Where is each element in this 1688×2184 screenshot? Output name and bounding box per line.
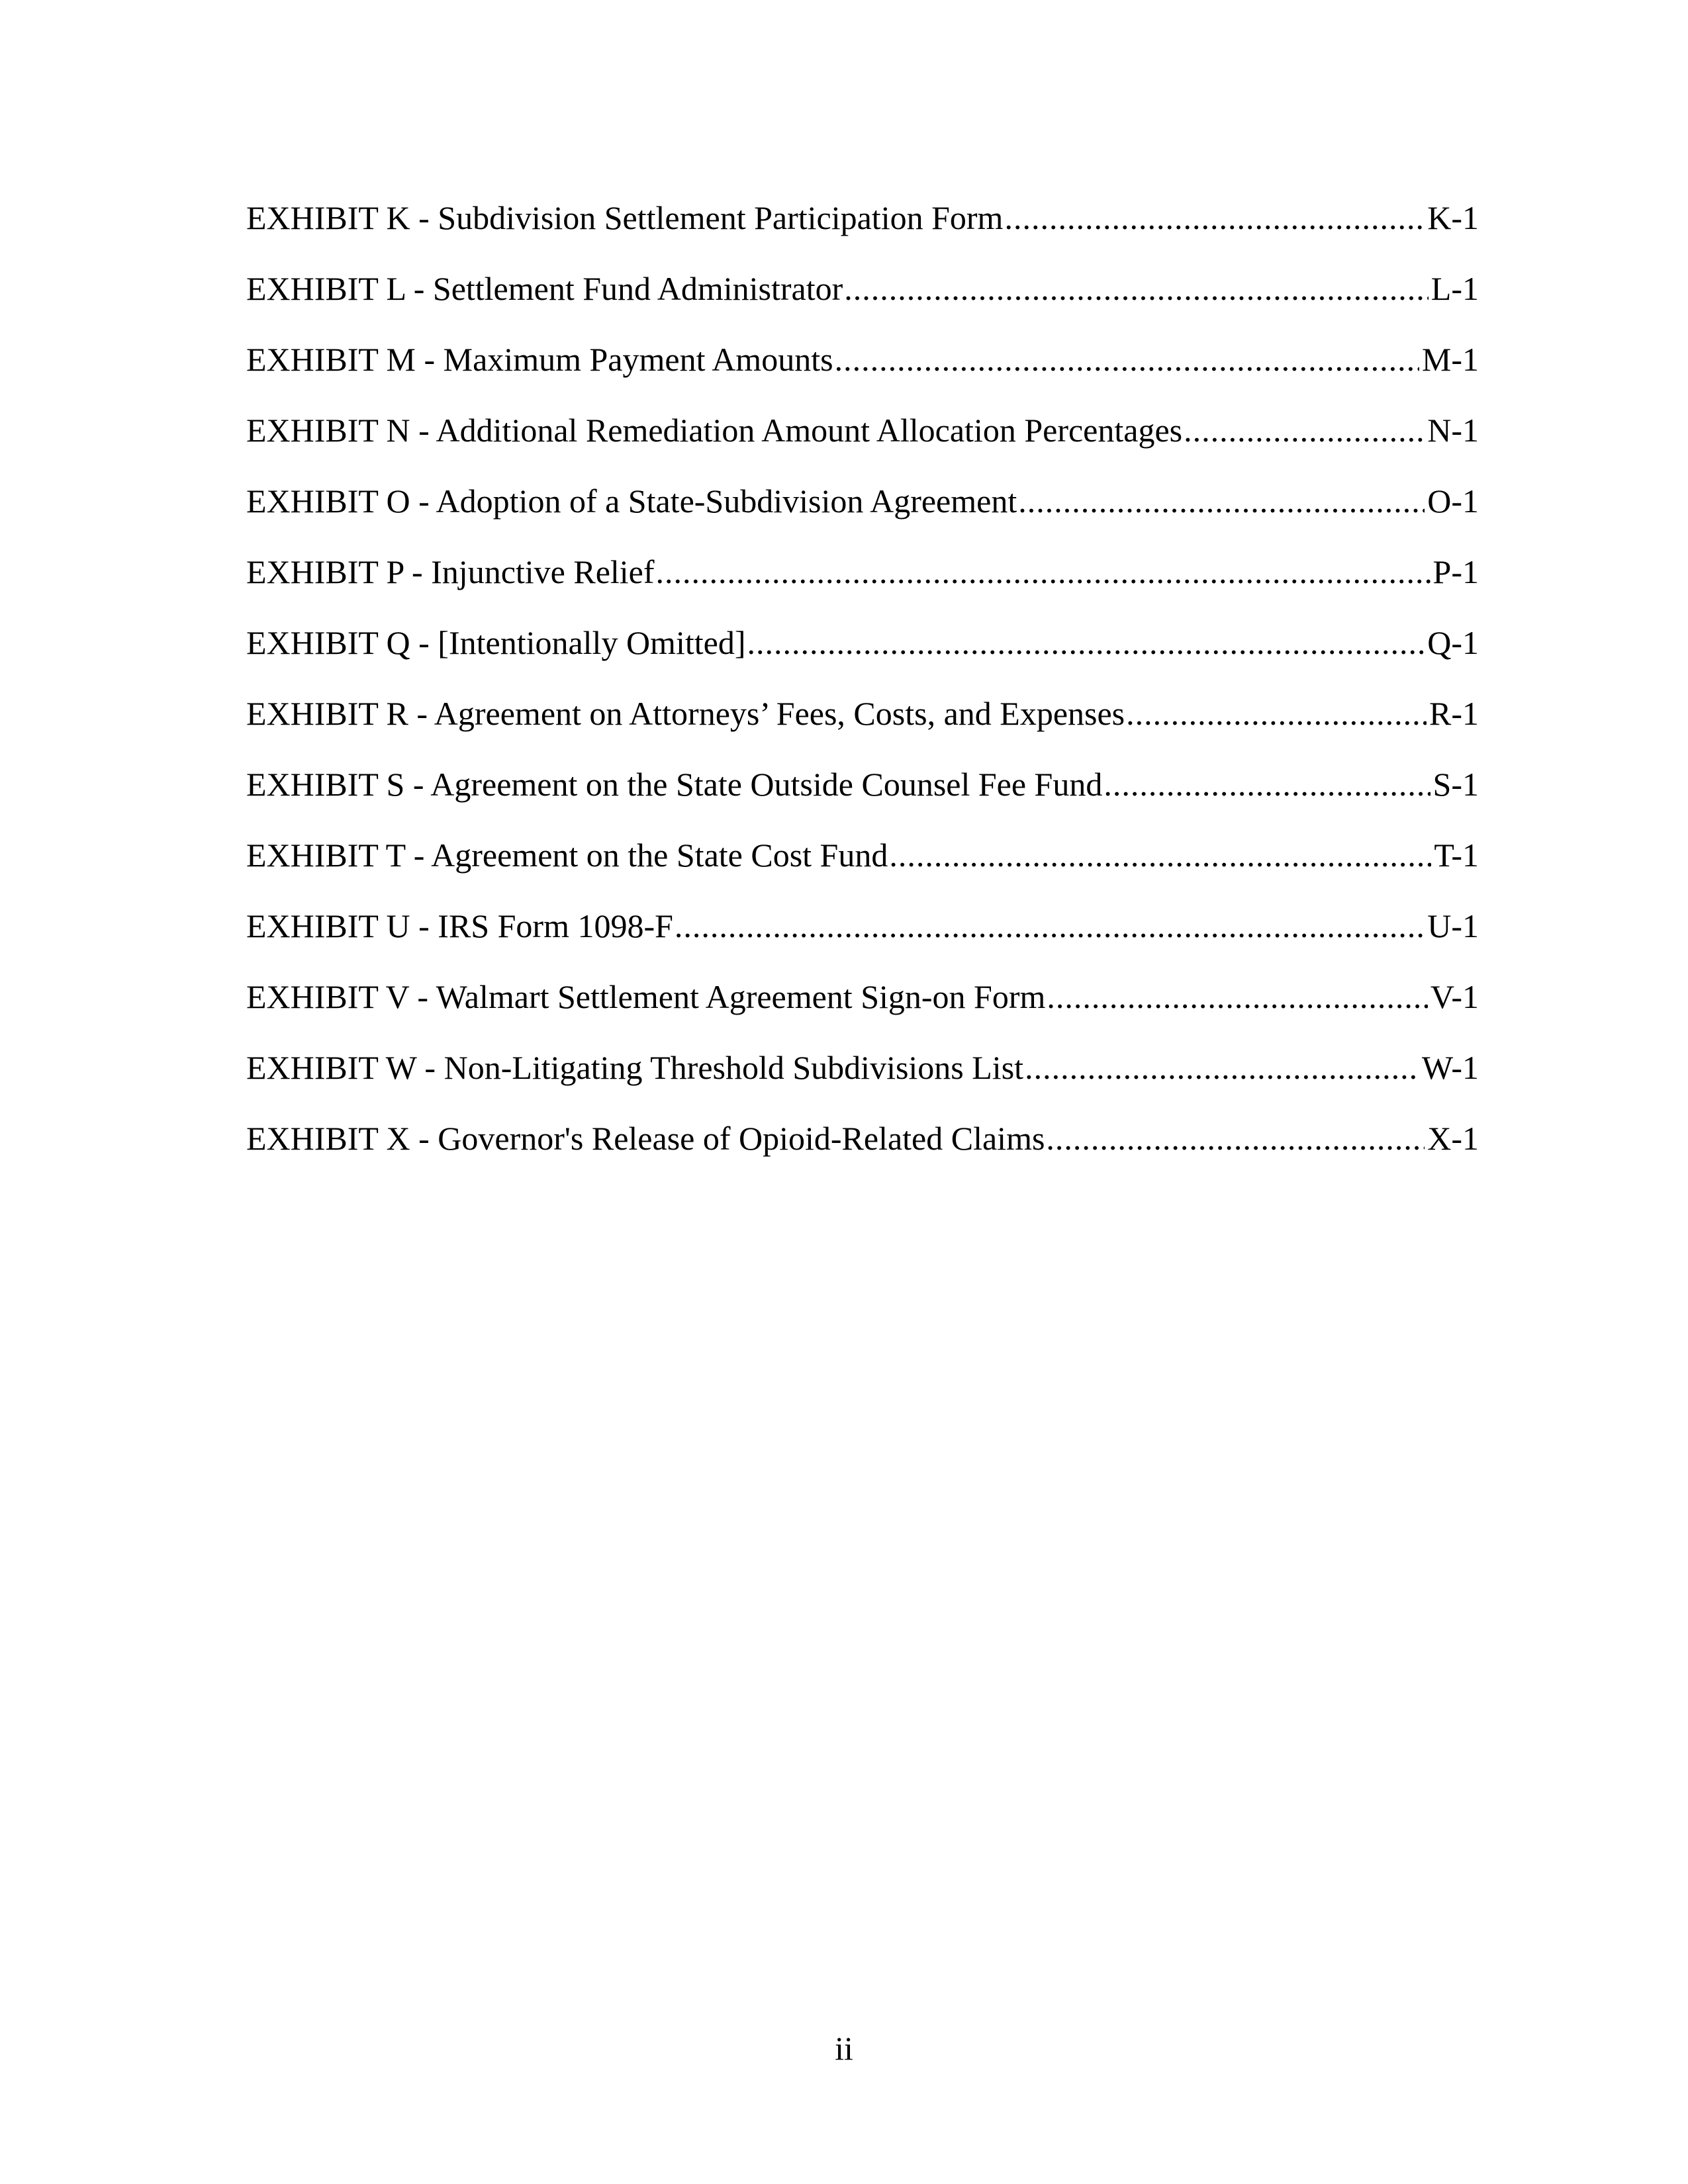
toc-entry-page: S-1 bbox=[1432, 766, 1479, 803]
toc-dot-leader bbox=[1025, 1044, 1419, 1091]
toc-entry-page: U-1 bbox=[1427, 907, 1479, 944]
toc-entry-page: O-1 bbox=[1427, 482, 1479, 520]
toc-entry-title: EXHIBIT R - Agreement on Attorneys’ Fees, Costs, and Expenses bbox=[246, 695, 1125, 732]
toc-entry-exhibit-t[interactable] bbox=[246, 832, 1479, 903]
toc-entry-page: X-1 bbox=[1427, 1120, 1479, 1157]
toc-dot-leader bbox=[1103, 761, 1430, 807]
toc-dot-leader bbox=[844, 265, 1429, 312]
toc-entry-page: M-1 bbox=[1421, 341, 1479, 378]
toc-dot-leader bbox=[889, 832, 1431, 878]
toc-dot-leader bbox=[747, 619, 1425, 666]
toc-entry-title: EXHIBIT S - Agreement on the State Outside Counsel Fee Fund bbox=[246, 766, 1103, 803]
toc-entry-exhibit-x[interactable] bbox=[246, 1115, 1479, 1186]
toc-entry-exhibit-p[interactable] bbox=[246, 549, 1479, 619]
toc-entry-page: P-1 bbox=[1432, 553, 1479, 590]
toc-entry-exhibit-q[interactable] bbox=[246, 619, 1479, 690]
toc-entry-page: T-1 bbox=[1434, 837, 1479, 874]
toc-entry-title: EXHIBIT N - Additional Remediation Amount Allocation Percentages bbox=[246, 412, 1183, 449]
toc-entry-title: EXHIBIT Q - [Intentionally Omitted] bbox=[246, 624, 746, 661]
toc-entry-title: EXHIBIT T - Agreement on the State Cost Fund bbox=[246, 837, 888, 874]
toc-entry-exhibit-v[interactable] bbox=[246, 974, 1479, 1044]
toc-dot-leader bbox=[1047, 974, 1427, 1020]
toc-entry-page: W-1 bbox=[1421, 1049, 1479, 1086]
toc-entry-page: N-1 bbox=[1427, 412, 1479, 449]
toc-entry-page: K-1 bbox=[1427, 199, 1479, 236]
toc-entry-exhibit-w[interactable] bbox=[246, 1044, 1479, 1115]
table-of-contents bbox=[246, 195, 1479, 1186]
toc-entry-exhibit-o[interactable] bbox=[246, 478, 1479, 549]
toc-entry-title: EXHIBIT M - Maximum Payment Amounts bbox=[246, 341, 833, 378]
toc-dot-leader bbox=[1046, 1115, 1425, 1161]
toc-entry-title: EXHIBIT V - Walmart Settlement Agreement Sign-on Form bbox=[246, 978, 1046, 1015]
toc-dot-leader bbox=[675, 903, 1425, 949]
toc-entry-exhibit-u[interactable] bbox=[246, 903, 1479, 974]
toc-entry-exhibit-s[interactable] bbox=[246, 761, 1479, 832]
toc-entry-page: L-1 bbox=[1430, 270, 1479, 307]
toc-dot-leader bbox=[1018, 478, 1425, 524]
toc-dot-leader bbox=[1004, 195, 1425, 241]
toc-dot-leader bbox=[1184, 407, 1425, 453]
toc-entry-page: Q-1 bbox=[1427, 624, 1479, 661]
toc-dot-leader bbox=[1126, 690, 1427, 737]
toc-entry-title: EXHIBIT O - Adoption of a State-Subdivision Agreement bbox=[246, 482, 1017, 520]
toc-entry-title: EXHIBIT W - Non-Litigating Threshold Subdivisions List bbox=[246, 1049, 1024, 1086]
toc-entry-title: EXHIBIT K - Subdivision Settlement Participation Form bbox=[246, 199, 1004, 236]
toc-entry-exhibit-r[interactable] bbox=[246, 690, 1479, 761]
toc-entry-title: EXHIBIT L - Settlement Fund Administrator bbox=[246, 270, 843, 307]
page-number: ii bbox=[835, 2030, 853, 2067]
toc-entry-page: R-1 bbox=[1429, 695, 1479, 732]
toc-entry-exhibit-m[interactable] bbox=[246, 336, 1479, 407]
toc-entry-exhibit-k[interactable] bbox=[246, 195, 1479, 265]
toc-dot-leader bbox=[656, 549, 1430, 595]
toc-entry-exhibit-l[interactable] bbox=[246, 265, 1479, 336]
toc-entry-title: EXHIBIT P - Injunctive Relief bbox=[246, 553, 655, 590]
toc-entry-page: V-1 bbox=[1430, 978, 1479, 1015]
toc-dot-leader bbox=[835, 336, 1419, 383]
toc-entry-exhibit-n[interactable] bbox=[246, 407, 1479, 478]
toc-entry-title: EXHIBIT U - IRS Form 1098-F bbox=[246, 907, 673, 944]
toc-entry-title: EXHIBIT X - Governor's Release of Opioid-Related Claims bbox=[246, 1120, 1045, 1157]
